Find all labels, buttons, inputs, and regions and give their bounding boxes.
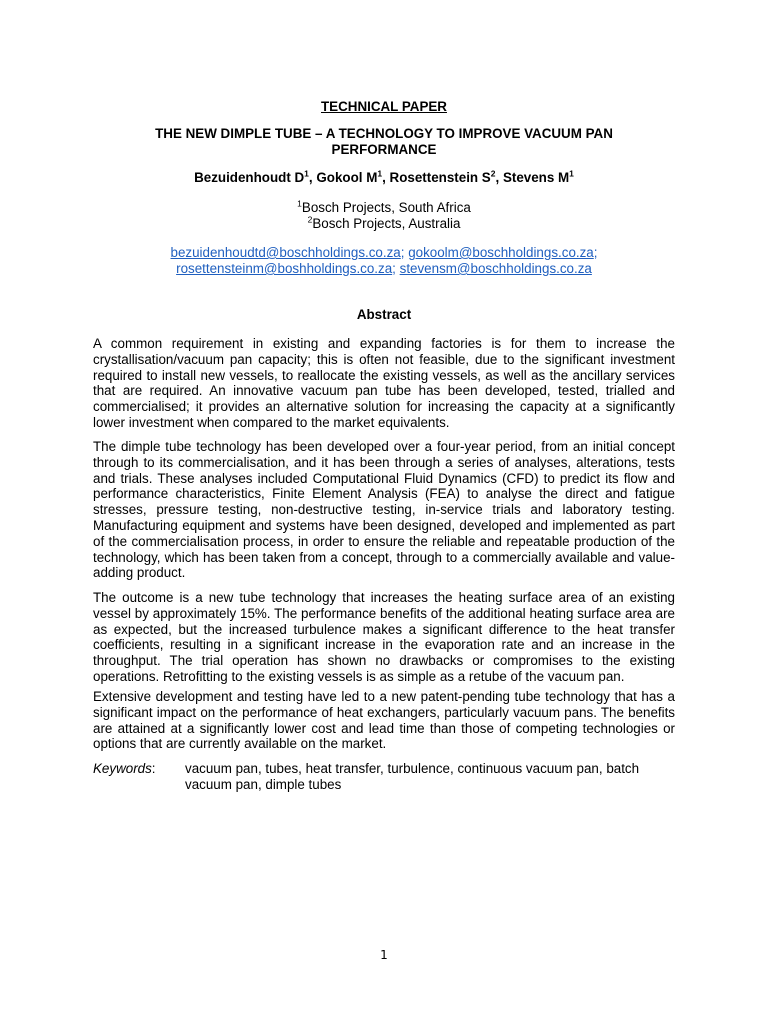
affiliation-list [0, 200, 768, 232]
author-affiliation-marker: 1 [569, 168, 574, 179]
email-link[interactable]: rosettensteinm@boshholdings.co.za [176, 261, 393, 276]
author-name: Bezuidenhoudt D [194, 170, 305, 185]
abstract-heading: Abstract [356, 307, 412, 322]
author-affiliation-marker: 1 [304, 168, 309, 179]
abstract-paragraph: The outcome is a new tube technology that increases the heating surface area of an existing vessel by approximately 15%. The performance benefits of the additional heating surface area are as expected, but the increased turbulence makes a significant difference to the heat transfer coefficients, resulting in a significant increase in the evaporation rate and an increase in the throughput. The trial operation has shown no drawbacks or compromises to the existing operations. Retrofitting to the existing vessels is as simple as a retube of the vacuum pan. [93, 590, 675, 684]
affiliation-marker: 2 [307, 214, 313, 225]
author-list: Bezuidenhoudt $D^1$, Gokool $M^1$, Rosettenstein $S^2$, Stevens $M^1$ [194, 168, 574, 185]
affiliation-line [0, 216, 768, 232]
abstract-paragraph: The dimple tube technology has been developed over a four-year period, from an initial concept through to its commercialisation, and it has been through a series of analyses, alterations, tests and trials. These analyses included Computational Fluid Dynamics (CFD) to predict its flow and performance characteristics, Finite Element Analysis (FEA) to analyse the direct and fatigue stresses, pressure testing, non-destructive testing, in-service trials and laboratory testing. Manufacturing equipment and systems have been designed, developed and implemented as part of the commercialisation process, in order to ensure the reliable and repeatable production of the technology, which has been taken from a concept, through to a commercially available and value-adding product. [93, 439, 675, 581]
affiliation-text: Bosch Projects, South Africa [301, 200, 471, 215]
author-name: Rosettenstein S [389, 170, 491, 185]
keywords-label: Keywords: [93, 761, 156, 776]
author-affiliation-marker: 1 [377, 168, 383, 179]
abstract-paragraph: Extensive development and testing have led to a new patent-pending tube technology that has a significant impact on the performance of heat exchangers, particularly vacuum pans. The benefits are attained at a significantly lower cost and lead time than those of competing technologies or options that are currently available on the market. [93, 689, 675, 752]
affiliation-line [0, 200, 768, 216]
paper-title: THE NEW DIMPLE TUBE – A TECHNOLOGY TO IMPROVE VACUUM PAN PERFORMANCE [155, 126, 613, 157]
keywords-values: vacuum pan, tubes, heat transfer, turbulence, continuous vacuum pan, batch vacuum pan, dimple tubes [185, 761, 640, 792]
email-link[interactable]: stevensm@boschholdings.co.za [399, 261, 592, 276]
affiliation-marker: 1 [297, 198, 302, 209]
section-label: TECHNICAL PAPER [321, 99, 447, 114]
abstract-paragraph: A common requirement in existing and expanding factories is for them to increase the crystallisation/vacuum pan capacity; this is often not feasible, due to the significant investment required to install new vessels, to reallocate the existing vessels, as well as the ancillary services that are required. An innovative vacuum pan tube has been developed, tested, trialled and commercialised; it provides an alternative solution for increasing the capacity at a significantly lower investment when compared to the market equivalents. [93, 336, 675, 430]
email-link[interactable]: bezuidenhoudtd@boschholdings.co.za [170, 245, 401, 260]
email-list: bezuidenhoudtd@boschholdings.co.za; gokoolm@boschholdings.co.za; rosettensteinm@boshholdings.co.za; stevensm@boschholdings.co.za [170, 245, 598, 276]
keywords-row [93, 761, 675, 793]
page-number: 1 [380, 948, 388, 962]
author-name: Gokool M [316, 170, 378, 185]
author-name: Stevens M [502, 170, 570, 185]
author-affiliation-marker: 2 [490, 168, 496, 179]
email-link[interactable]: gokoolm@boschholdings.co.za [408, 245, 594, 260]
affiliation-text: Bosch Projects, Australia [312, 216, 461, 231]
